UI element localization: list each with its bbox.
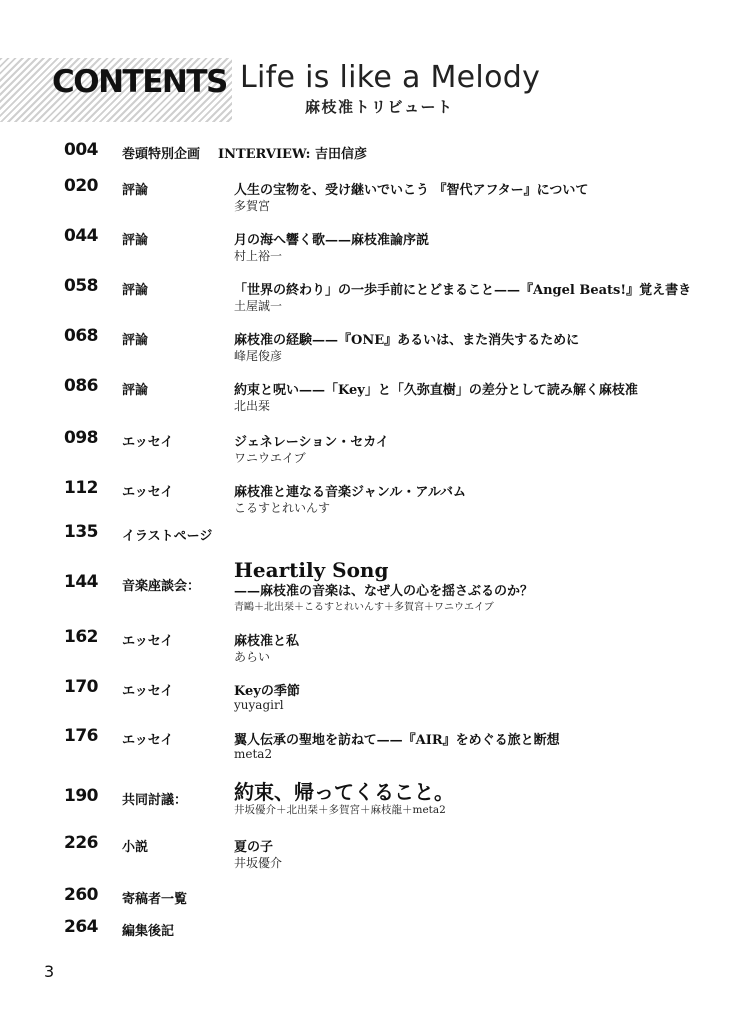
toc-page-number: 086 (64, 376, 98, 396)
toc-title: 約束と呪い——「Key」と「久弥直樹」の差分として読み解く麻枝准 (234, 383, 638, 398)
toc-page-number: 098 (64, 428, 98, 448)
toc-title: 「世界の終わり」の一歩手前にとどまること——『Angel Beats!』覚え書き (234, 283, 692, 298)
toc-author: yuyagirl (234, 698, 284, 712)
toc-page-number: 176 (64, 726, 98, 746)
toc-category: エッセイ (122, 435, 174, 450)
toc-category: 音楽座談会： (122, 579, 201, 594)
toc-title: 月の海へ響く歌——麻枝准論序説 (234, 233, 430, 248)
toc-author: meta2 (234, 747, 273, 761)
toc-category: 編集後記 (122, 924, 175, 939)
toc-category: 小説 (122, 840, 149, 855)
toc-title: 翼人伝承の聖地を訪ねて——『AIR』をめぐる旅と断想 (234, 733, 560, 748)
toc-page-number: 004 (64, 140, 98, 160)
toc-author: ワニウエイブ (234, 451, 306, 465)
toc-title: 麻枝准の経験——『ONE』あるいは、また消失するために (234, 333, 580, 348)
toc-category: 評論 (122, 333, 149, 348)
toc-author: こるすとれいんす (234, 501, 331, 515)
toc-title: 人生の宝物を、受け継いでいこう 『智代アフター』について (234, 183, 589, 198)
toc-page-number: 260 (64, 885, 98, 905)
toc-page-number: 044 (64, 226, 98, 246)
toc-title: 夏の子 (234, 840, 274, 855)
toc-page-number: 068 (64, 326, 98, 346)
contents-label: CONTENTS (52, 64, 227, 100)
toc-category: 評論 (122, 383, 149, 398)
toc-title: ジェネレーション・セカイ (234, 435, 389, 450)
toc-category: 評論 (122, 283, 149, 298)
toc-page-number: 144 (64, 572, 98, 592)
toc-category: 共同討議： (122, 793, 188, 808)
toc-title: 約束、帰ってくること。 (234, 780, 454, 804)
toc-title: Keyの季節 (234, 684, 300, 699)
toc-category: 寄稿者一覧 (122, 892, 188, 907)
toc-page-number: 190 (64, 786, 98, 806)
toc-category: イラストページ (122, 529, 213, 544)
toc-subtitle: ——麻枝准の音楽は、なぜ人の心を揺さぶるのか？ (234, 584, 534, 599)
toc-category: エッセイ (122, 634, 174, 649)
toc-category: エッセイ (122, 684, 174, 699)
toc-author: 峰尾俊彦 (234, 349, 283, 363)
book-title: Life is like a Melody (240, 60, 541, 95)
toc-page-number: 226 (64, 833, 98, 853)
toc-page-number: 162 (64, 627, 98, 647)
toc-category: 評論 (122, 233, 149, 248)
toc-author: 井坂優介 (234, 856, 283, 870)
toc-author: あらい (234, 650, 271, 664)
toc-page-number: 112 (64, 478, 98, 498)
page-number: 3 (44, 962, 55, 981)
toc-page-number: 135 (64, 522, 98, 542)
toc-author: 多賀宮 (234, 199, 271, 213)
toc-title: INTERVIEW: 吉田信彦 (218, 147, 368, 162)
toc-page-number: 264 (64, 917, 98, 937)
toc-author: 井坂優介＋北出栞＋多賀宮＋麻枝龍＋meta2 (234, 804, 446, 816)
toc-page-number: 058 (64, 276, 98, 296)
book-subtitle: 麻枝准トリビュート (305, 98, 454, 116)
toc-page-number: 020 (64, 176, 98, 196)
toc-category: 評論 (122, 183, 149, 198)
toc-author: 北出栞 (234, 399, 271, 413)
toc-author: 村上裕一 (234, 249, 283, 263)
toc-page-number: 170 (64, 677, 98, 697)
toc-title: Heartily Song (234, 558, 389, 582)
toc-title: 麻枝准と連なる音楽ジャンル・アルバム (234, 485, 466, 500)
toc-author: 青鷗＋北出栞＋こるすとれいんす＋多賀宮＋ワニウエイブ (234, 602, 494, 613)
toc-author: 土屋誠一 (234, 299, 283, 313)
toc-category: 巻頭特別企画 (122, 147, 201, 162)
toc-category: エッセイ (122, 733, 174, 748)
toc-title: 麻枝准と私 (234, 634, 300, 649)
toc-category: エッセイ (122, 485, 174, 500)
